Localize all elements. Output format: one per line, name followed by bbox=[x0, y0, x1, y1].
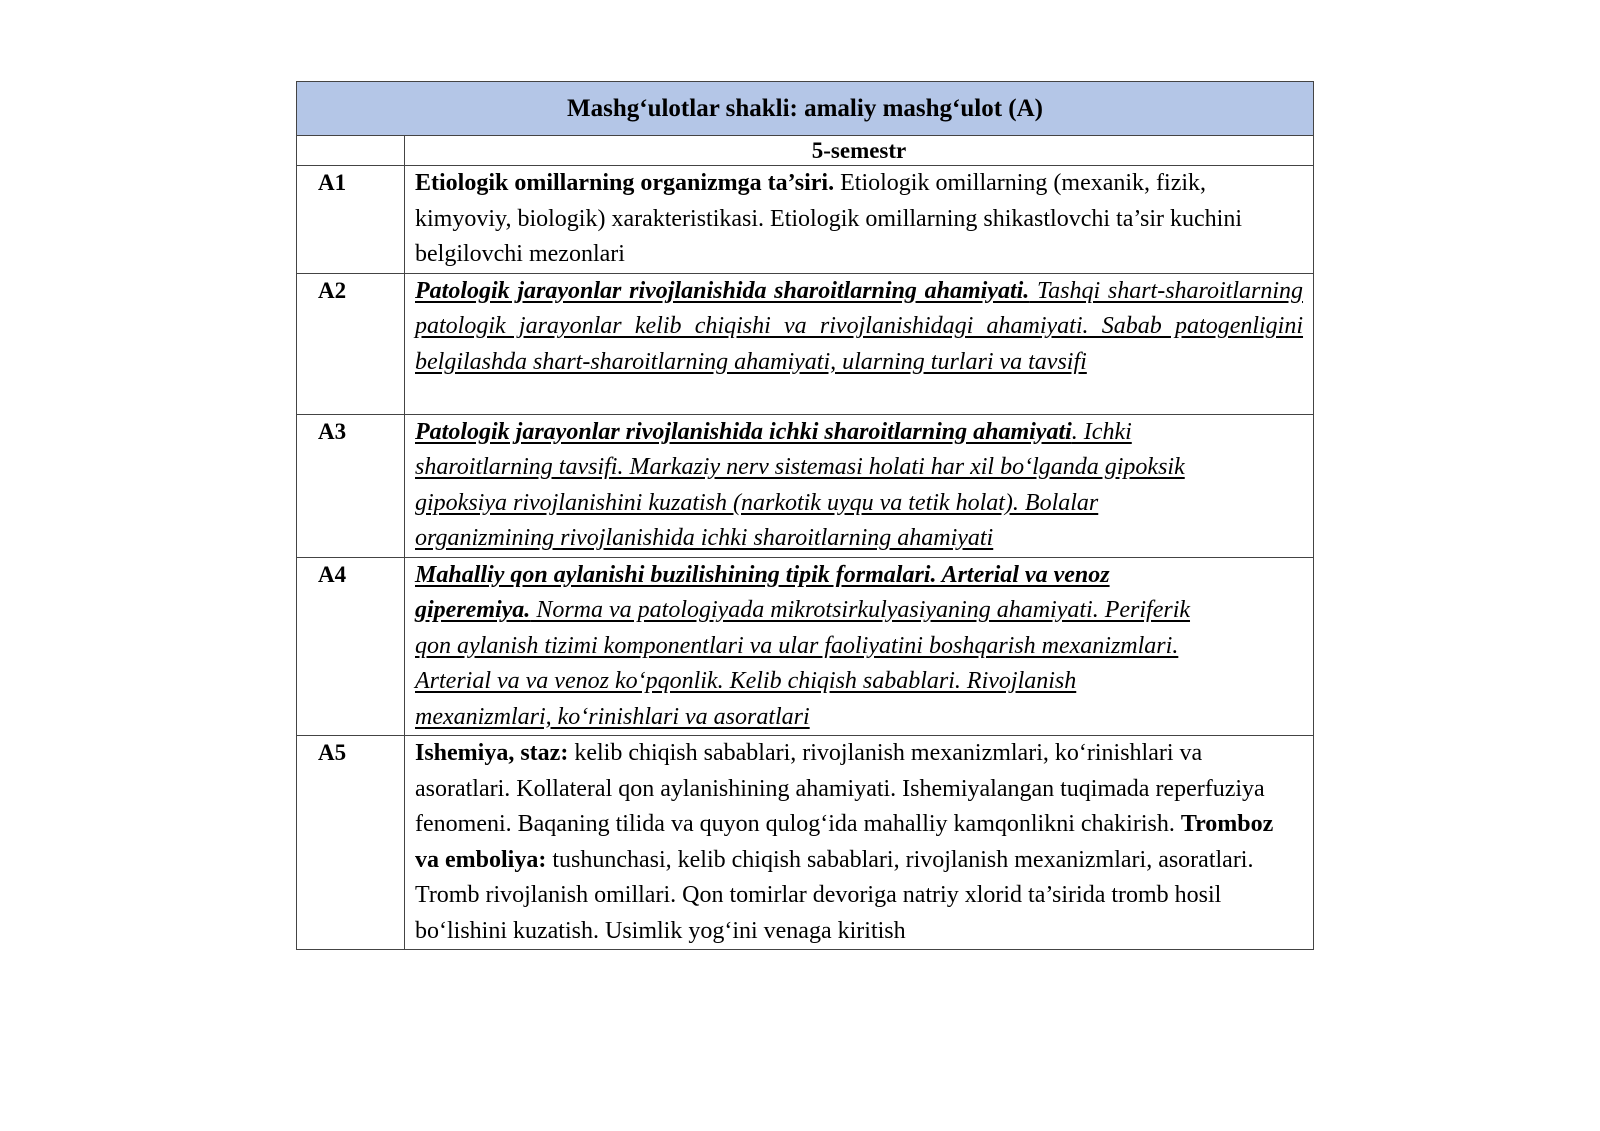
topic-description: Etiologik omillarning (mexanik, fizik, kimyoviy, biologik) xarakteristikasi. Etiologik omillarning shikastlovchi ta’sir kuchini belgilovchi mezonlari bbox=[415, 170, 1243, 267]
topic-description-line: gipoksiya rivojlanishini kuzatish (narkotik uyqu va tetik holat). Bolalar bbox=[415, 489, 1099, 516]
topic-subtitle: Tromboz va emboliya: bbox=[415, 811, 1274, 873]
topic-description-line: organizmining rivojlanishida ichki sharoitlarning ahamiyati bbox=[415, 525, 994, 551]
topic-description: kelib chiqish sabablari, rivojlanish mexanizmlari, ko‘rinishlari va asoratlari. Kollateral qon aylanishining ahamiyati. Ishemiyalangan tuqimada reperfuziya fenomeni. Baqaning tilida va quyon qulog‘ida mahalliy kamqonlikni chakirish. bbox=[415, 740, 1265, 837]
topic-title: Patologik jarayonlar rivojlanishida sharoitlarning ahamiyati. bbox=[415, 277, 1030, 304]
topic-title: Patologik jarayonlar rivojlanishida ichki sharoitlarning ahamiyati bbox=[415, 418, 1072, 445]
row-content bbox=[405, 273, 1314, 414]
curriculum-table bbox=[296, 81, 1314, 950]
row-code: A5 bbox=[297, 736, 405, 950]
table-title-row bbox=[297, 82, 1314, 136]
topic-description-line: Arterial va va venoz ko‘pqonlik. Kelib chiqish sabablari. Rivojlanish bbox=[415, 668, 1077, 694]
row-content bbox=[405, 414, 1314, 557]
row-code: A2 bbox=[297, 273, 405, 414]
topic-title: Etiologik omillarning organizmga ta’siri. bbox=[415, 170, 835, 196]
table-title: Mashg‘ulotlar shakli: amaliy mashg‘ulot (A) bbox=[297, 82, 1314, 136]
empty-cell bbox=[297, 136, 405, 166]
topic-description-line: . Ichki bbox=[1071, 418, 1132, 445]
semester-label: 5-semestr bbox=[405, 136, 1314, 166]
table-row bbox=[297, 557, 1314, 736]
semester-row bbox=[297, 136, 1314, 166]
table-row bbox=[297, 414, 1314, 557]
table-row bbox=[297, 273, 1314, 414]
row-content bbox=[405, 557, 1314, 736]
row-code: A3 bbox=[297, 414, 405, 557]
topic-description-line: qon aylanish tizimi komponentlari va ular faoliyatini boshqarish mexanizmlari. bbox=[415, 632, 1179, 659]
topic-title: giperemiya. bbox=[415, 597, 531, 623]
topic-title: Mahalliy qon aylanishi buzilishining tipik formalari. Arterial va venoz bbox=[415, 561, 1110, 588]
table-row bbox=[297, 166, 1314, 274]
row-content bbox=[405, 736, 1314, 950]
topic-description-line: sharoitlarning tavsifi. Markaziy nerv sistemasi holati har xil bo‘lganda gipoksik bbox=[415, 454, 1185, 480]
table-row bbox=[297, 736, 1314, 950]
row-code: A4 bbox=[297, 557, 405, 736]
topic-description-line: mexanizmlari, ko‘rinishlari va asoratlari bbox=[415, 703, 810, 730]
row-code: A1 bbox=[297, 166, 405, 274]
topic-description: tushunchasi, kelib chiqish sabablari, rivojlanish mexanizmlari, asoratlari. Tromb rivojlanish omillari. Qon tomirlar devoriga natriy xlorid ta’sirida tromb hosil bo‘lishini kuzatish. Usimlik yog‘ini venaga kiritish bbox=[415, 846, 1254, 944]
topic-description: Tashqi shart-sharoitlarning patologik jarayonlar kelib chiqishi va rivojlanishidagi ahamiyati. Sabab patogenligini belgilashda shart-sharoitlarning ahamiyati, ularning turlari va tavsifi bbox=[415, 277, 1304, 375]
topic-description-line: Norma va patologiyada mikrotsirkulyasiyaning ahamiyati. Periferik bbox=[530, 597, 1191, 623]
row-content bbox=[405, 166, 1314, 274]
topic-title: Ishemiya, staz: bbox=[415, 740, 569, 766]
